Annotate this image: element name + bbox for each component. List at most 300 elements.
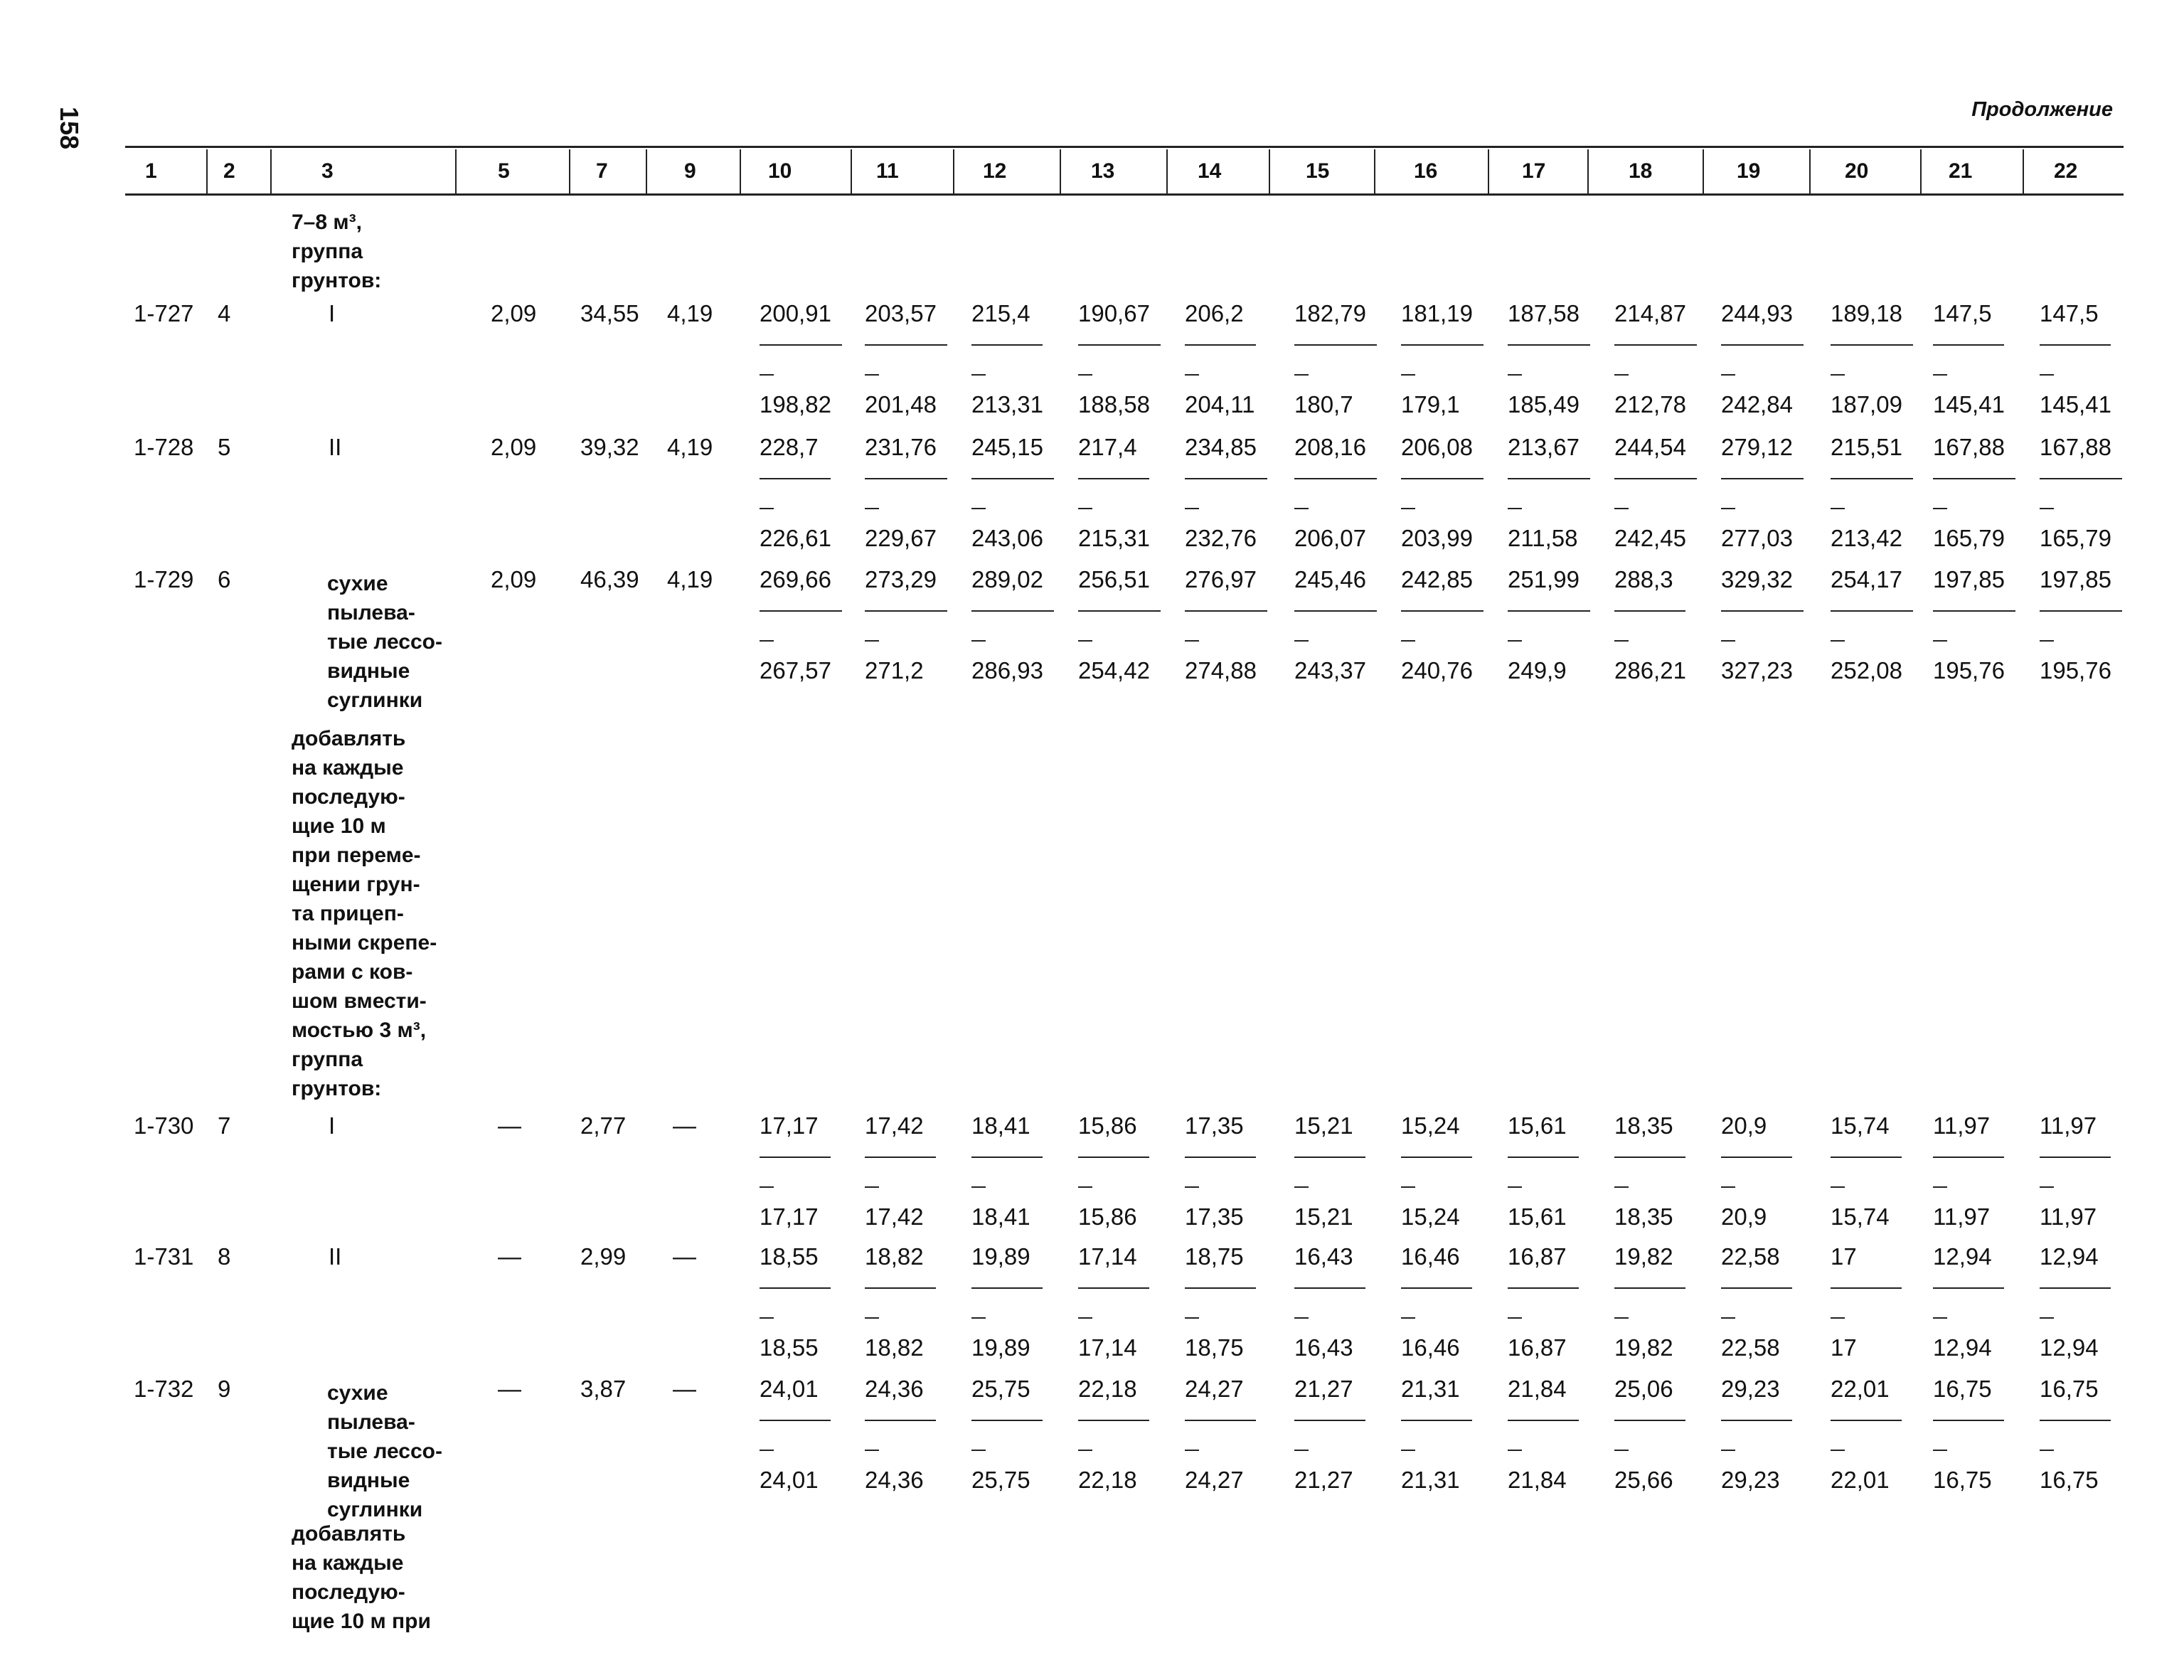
cell-value-top: 16,75 bbox=[2040, 1376, 2099, 1402]
fraction-bar bbox=[1078, 1420, 1149, 1421]
minus-sign bbox=[760, 1186, 774, 1188]
cell-col-9: 4,19 bbox=[667, 566, 713, 592]
minus-sign bbox=[1294, 374, 1309, 376]
cell-value-bottom: 187,09 bbox=[1831, 391, 1902, 418]
cell-value-bottom: 16,75 bbox=[1933, 1467, 1992, 1493]
continuation-label: Продолжение bbox=[1971, 98, 2113, 121]
fraction-bar bbox=[1831, 344, 1913, 346]
header-cell-22: 22 bbox=[2054, 159, 2078, 183]
fraction-bar bbox=[1831, 610, 1913, 612]
minus-sign bbox=[2040, 1186, 2054, 1188]
cell-value-top: 17 bbox=[1831, 1243, 1857, 1270]
cell-value-bottom: 21,27 bbox=[1294, 1467, 1353, 1493]
fraction-bar bbox=[865, 1287, 936, 1289]
section-note-label-tail: добавлять на каждые последую- щие 10 м при bbox=[292, 1522, 431, 1633]
fraction-bar bbox=[1721, 610, 1804, 612]
cell-value-bottom: 201,48 bbox=[865, 391, 937, 418]
header-separator bbox=[1374, 149, 1375, 193]
cell-value-bottom: 198,82 bbox=[760, 391, 831, 418]
cell-value-top: 206,08 bbox=[1401, 434, 1473, 460]
cell-value-top: 15,61 bbox=[1508, 1112, 1567, 1139]
row-number: 7 bbox=[218, 1112, 231, 1139]
fraction-bar bbox=[1721, 1287, 1792, 1289]
header-separator bbox=[1488, 149, 1489, 193]
fraction-bar bbox=[760, 478, 831, 479]
cell-col-5: 2,09 bbox=[491, 300, 537, 326]
fraction-bar bbox=[2040, 1287, 2111, 1289]
fraction-bar bbox=[760, 1420, 831, 1421]
minus-sign bbox=[1831, 1317, 1845, 1319]
cell-value-bottom: 243,37 bbox=[1294, 657, 1366, 684]
fraction-bar bbox=[1185, 1287, 1256, 1289]
cell-value-bottom: 15,21 bbox=[1294, 1203, 1353, 1230]
minus-sign bbox=[1401, 374, 1415, 376]
fraction-bar bbox=[760, 1157, 831, 1158]
minus-sign bbox=[1294, 1317, 1309, 1319]
fraction-bar bbox=[2040, 1157, 2111, 1158]
cell-value-top: 25,75 bbox=[971, 1376, 1030, 1402]
fraction-bar bbox=[1078, 478, 1149, 479]
fraction-bar bbox=[1721, 1420, 1792, 1421]
cell-value-bottom: 16,43 bbox=[1294, 1334, 1353, 1361]
minus-sign bbox=[1078, 640, 1092, 642]
minus-sign bbox=[1721, 1450, 1735, 1451]
cell-value-top: 15,24 bbox=[1401, 1112, 1460, 1139]
fraction-bar bbox=[865, 1157, 936, 1158]
row-code: 1-729 bbox=[134, 566, 194, 592]
minus-sign bbox=[1831, 1186, 1845, 1188]
fraction-bar bbox=[1508, 1420, 1579, 1421]
minus-sign bbox=[1508, 640, 1522, 642]
minus-sign bbox=[1831, 1450, 1845, 1451]
cell-value-bottom: 18,82 bbox=[865, 1334, 924, 1361]
minus-sign bbox=[1401, 1317, 1415, 1319]
cell-value-top: 215,51 bbox=[1831, 434, 1902, 460]
section-note-label: добавлять на каждые последую- щие 10 м при переме- щении грун- та прицеп- ными скрепе- рами с ков- шом вмести- мостью 3 м³, группа грунтов: bbox=[292, 727, 437, 1100]
minus-sign bbox=[1401, 640, 1415, 642]
fraction-bar bbox=[1401, 1287, 1472, 1289]
fraction-bar bbox=[1185, 478, 1267, 479]
cell-value-bottom: 204,11 bbox=[1185, 391, 1255, 418]
cell-value-top: 147,5 bbox=[1933, 300, 1992, 326]
fraction-bar bbox=[971, 344, 1043, 346]
cell-value-top: 24,01 bbox=[760, 1376, 819, 1402]
minus-sign bbox=[1294, 640, 1309, 642]
header-cell-10: 10 bbox=[768, 159, 792, 183]
minus-sign bbox=[1401, 1450, 1415, 1451]
minus-sign bbox=[2040, 1450, 2054, 1451]
fraction-bar bbox=[1831, 1420, 1902, 1421]
cell-value-bottom: 267,57 bbox=[760, 657, 831, 684]
cell-value-bottom: 165,79 bbox=[1933, 525, 2005, 551]
fraction-bar bbox=[1294, 1157, 1365, 1158]
cell-value-bottom: 12,94 bbox=[2040, 1334, 2099, 1361]
fraction-bar bbox=[1614, 1157, 1685, 1158]
cell-value-top: 19,89 bbox=[971, 1243, 1030, 1270]
header-separator bbox=[206, 149, 208, 193]
minus-sign bbox=[865, 508, 879, 509]
cell-value-bottom: 271,2 bbox=[865, 657, 924, 684]
minus-sign bbox=[760, 640, 774, 642]
cell-value-bottom: 185,49 bbox=[1508, 391, 1580, 418]
cell-value-bottom: 240,76 bbox=[1401, 657, 1473, 684]
minus-sign bbox=[865, 1450, 879, 1451]
fraction-bar bbox=[1294, 610, 1377, 612]
cell-value-bottom: 213,42 bbox=[1831, 525, 1902, 551]
cell-value-top: 234,85 bbox=[1185, 434, 1257, 460]
cell-value-bottom: 11,97 bbox=[1933, 1203, 1991, 1230]
cell-value-top: 17,14 bbox=[1078, 1243, 1137, 1270]
minus-sign bbox=[1078, 508, 1092, 509]
cell-value-top: 22,18 bbox=[1078, 1376, 1137, 1402]
fraction-bar bbox=[1508, 1157, 1579, 1158]
cell-value-bottom: 21,31 bbox=[1401, 1467, 1460, 1493]
header-cell-2: 2 bbox=[223, 159, 235, 183]
cell-value-bottom: 286,93 bbox=[971, 657, 1043, 684]
minus-sign bbox=[1614, 374, 1629, 376]
header-cell-21: 21 bbox=[1949, 159, 1973, 183]
minus-sign bbox=[1933, 1317, 1947, 1319]
minus-sign bbox=[1831, 374, 1845, 376]
minus-sign bbox=[1614, 508, 1629, 509]
cell-value-top: 231,76 bbox=[865, 434, 937, 460]
row-number: 6 bbox=[218, 566, 231, 592]
fraction-bar bbox=[865, 478, 947, 479]
cell-value-top: 21,31 bbox=[1401, 1376, 1460, 1402]
row-soil-group: I bbox=[329, 1112, 336, 1139]
cell-value-top: 217,4 bbox=[1078, 434, 1137, 460]
cell-value-top: 22,58 bbox=[1721, 1243, 1780, 1270]
fraction-bar bbox=[1614, 478, 1697, 479]
cell-value-top: 254,17 bbox=[1831, 566, 1902, 592]
minus-sign bbox=[1508, 508, 1522, 509]
cell-col-5: — bbox=[498, 1376, 521, 1402]
cell-value-bottom: 203,99 bbox=[1401, 525, 1473, 551]
fraction-bar bbox=[1401, 1420, 1472, 1421]
cell-value-bottom: 195,76 bbox=[1933, 657, 2005, 684]
minus-sign bbox=[971, 374, 986, 376]
cell-value-top: 200,91 bbox=[760, 300, 831, 326]
minus-sign bbox=[1831, 508, 1845, 509]
fraction-bar bbox=[1721, 344, 1804, 346]
cell-col-9: — bbox=[673, 1376, 696, 1402]
fraction-bar bbox=[1508, 610, 1590, 612]
fraction-bar bbox=[971, 1157, 1043, 1158]
fraction-bar bbox=[1078, 1287, 1149, 1289]
cell-value-top: 245,46 bbox=[1294, 566, 1366, 592]
minus-sign bbox=[1078, 374, 1092, 376]
fraction-bar bbox=[1185, 344, 1256, 346]
cell-value-top: 213,67 bbox=[1508, 434, 1580, 460]
header-separator bbox=[270, 149, 272, 193]
fraction-bar bbox=[865, 610, 947, 612]
header-bottom-rule bbox=[125, 193, 2124, 196]
cell-value-bottom: 249,9 bbox=[1508, 657, 1567, 684]
header-separator bbox=[1587, 149, 1589, 193]
cell-col-7: 39,32 bbox=[580, 434, 639, 460]
header-cell-15: 15 bbox=[1306, 159, 1330, 183]
minus-sign bbox=[1508, 374, 1522, 376]
cell-value-bottom: 21,84 bbox=[1508, 1467, 1567, 1493]
cell-value-top: 244,93 bbox=[1721, 300, 1793, 326]
minus-sign bbox=[1614, 1186, 1629, 1188]
row-code: 1-727 bbox=[134, 300, 194, 326]
fraction-bar bbox=[1185, 610, 1267, 612]
cell-value-bottom: 17 bbox=[1831, 1334, 1857, 1361]
cell-value-bottom: 17,17 bbox=[760, 1203, 819, 1230]
cell-value-top: 16,43 bbox=[1294, 1243, 1353, 1270]
cell-value-bottom: 25,75 bbox=[971, 1467, 1030, 1493]
header-cell-5: 5 bbox=[498, 159, 510, 183]
cell-value-bottom: 17,42 bbox=[865, 1203, 924, 1230]
cell-value-top: 214,87 bbox=[1614, 300, 1686, 326]
cell-value-bottom: 22,18 bbox=[1078, 1467, 1137, 1493]
cell-value-bottom: 29,23 bbox=[1721, 1467, 1780, 1493]
cell-value-bottom: 212,78 bbox=[1614, 391, 1686, 418]
cell-value-bottom: 18,55 bbox=[760, 1334, 819, 1361]
cell-value-top: 197,85 bbox=[1933, 566, 2005, 592]
cell-value-top: 22,01 bbox=[1831, 1376, 1890, 1402]
header-cell-13: 13 bbox=[1091, 159, 1115, 183]
fraction-bar bbox=[1185, 1420, 1256, 1421]
cell-value-bottom: 15,86 bbox=[1078, 1203, 1137, 1230]
row-number: 5 bbox=[218, 434, 231, 460]
cell-value-top: 11,97 bbox=[2040, 1112, 2097, 1139]
cell-col-7: 2,77 bbox=[580, 1112, 627, 1139]
cell-value-bottom: 25,66 bbox=[1614, 1467, 1673, 1493]
header-cell-11: 11 bbox=[876, 159, 899, 183]
cell-value-bottom: 24,27 bbox=[1185, 1467, 1244, 1493]
minus-sign bbox=[2040, 1317, 2054, 1319]
fraction-bar bbox=[1508, 478, 1590, 479]
fraction-bar bbox=[865, 1420, 936, 1421]
minus-sign bbox=[865, 640, 879, 642]
row-code: 1-731 bbox=[134, 1243, 194, 1270]
fraction-bar bbox=[1078, 1157, 1149, 1158]
minus-sign bbox=[1933, 1450, 1947, 1451]
fraction-bar bbox=[1185, 1157, 1256, 1158]
header-separator bbox=[740, 149, 741, 193]
cell-value-top: 24,27 bbox=[1185, 1376, 1244, 1402]
minus-sign bbox=[1185, 508, 1199, 509]
minus-sign bbox=[1614, 1317, 1629, 1319]
cell-value-top: 16,46 bbox=[1401, 1243, 1460, 1270]
cell-value-bottom: 232,76 bbox=[1185, 525, 1257, 551]
cell-value-top: 15,86 bbox=[1078, 1112, 1137, 1139]
cell-value-top: 18,55 bbox=[760, 1243, 819, 1270]
cell-value-bottom: 277,03 bbox=[1721, 525, 1793, 551]
cell-value-top: 244,54 bbox=[1614, 434, 1686, 460]
header-separator bbox=[1060, 149, 1061, 193]
fraction-bar bbox=[1831, 478, 1913, 479]
minus-sign bbox=[760, 1450, 774, 1451]
cell-value-top: 16,87 bbox=[1508, 1243, 1567, 1270]
row-soil-group: II bbox=[329, 434, 342, 460]
cell-value-bottom: 179,1 bbox=[1401, 391, 1460, 418]
fraction-bar bbox=[1614, 610, 1685, 612]
header-cell-20: 20 bbox=[1845, 159, 1869, 183]
cell-value-top: 242,85 bbox=[1401, 566, 1473, 592]
cell-value-top: 273,29 bbox=[865, 566, 937, 592]
row-code: 1-732 bbox=[134, 1376, 194, 1402]
header-cell-7: 7 bbox=[596, 159, 608, 183]
header-separator bbox=[1920, 149, 1922, 193]
cell-value-top: 187,58 bbox=[1508, 300, 1580, 326]
cell-value-bottom: 327,23 bbox=[1721, 657, 1793, 684]
fraction-bar bbox=[1508, 344, 1590, 346]
minus-sign bbox=[1508, 1450, 1522, 1451]
row-code: 1-730 bbox=[134, 1112, 194, 1139]
minus-sign bbox=[865, 1186, 879, 1188]
header-cell-17: 17 bbox=[1522, 159, 1546, 183]
minus-sign bbox=[1294, 508, 1309, 509]
row-number: 4 bbox=[218, 300, 231, 326]
minus-sign bbox=[1933, 1186, 1947, 1188]
fraction-bar bbox=[1294, 344, 1377, 346]
minus-sign bbox=[760, 1317, 774, 1319]
cell-value-bottom: 22,58 bbox=[1721, 1334, 1780, 1361]
minus-sign bbox=[1185, 1317, 1199, 1319]
cell-value-top: 279,12 bbox=[1721, 434, 1793, 460]
fraction-bar bbox=[1294, 478, 1377, 479]
cell-value-top: 197,85 bbox=[2040, 566, 2111, 592]
minus-sign bbox=[1185, 1186, 1199, 1188]
cell-value-bottom: 16,75 bbox=[2040, 1467, 2099, 1493]
header-cell-16: 16 bbox=[1414, 159, 1438, 183]
cell-col-5: — bbox=[498, 1112, 521, 1139]
fraction-bar bbox=[971, 478, 1054, 479]
minus-sign bbox=[1831, 640, 1845, 642]
cell-value-bottom: 16,46 bbox=[1401, 1334, 1460, 1361]
cell-value-top: 288,3 bbox=[1614, 566, 1673, 592]
page-number: 158 bbox=[55, 107, 84, 150]
fraction-bar bbox=[2040, 344, 2111, 346]
minus-sign bbox=[1721, 1186, 1735, 1188]
header-separator bbox=[851, 149, 852, 193]
header-separator bbox=[1809, 149, 1811, 193]
header-cell-3: 3 bbox=[321, 159, 334, 183]
cell-value-bottom: 254,42 bbox=[1078, 657, 1150, 684]
cell-value-top: 12,94 bbox=[1933, 1243, 1992, 1270]
header-cell-1: 1 bbox=[145, 159, 157, 183]
cell-value-bottom: 274,88 bbox=[1185, 657, 1257, 684]
cell-value-bottom: 206,07 bbox=[1294, 525, 1366, 551]
row-number: 8 bbox=[218, 1243, 231, 1270]
cell-value-bottom: 145,41 bbox=[2040, 391, 2111, 418]
cell-value-top: 19,82 bbox=[1614, 1243, 1673, 1270]
minus-sign bbox=[865, 374, 879, 376]
cell-value-bottom: 22,01 bbox=[1831, 1467, 1890, 1493]
minus-sign bbox=[1185, 374, 1199, 376]
cell-value-bottom: 213,31 bbox=[971, 391, 1043, 418]
fraction-bar bbox=[1294, 1420, 1365, 1421]
header-cell-12: 12 bbox=[983, 159, 1007, 183]
cell-col-5: 2,09 bbox=[491, 434, 537, 460]
cell-value-top: 189,18 bbox=[1831, 300, 1902, 326]
minus-sign bbox=[1401, 1186, 1415, 1188]
header-separator bbox=[1703, 149, 1704, 193]
cell-value-bottom: 229,67 bbox=[865, 525, 937, 551]
cell-value-top: 269,66 bbox=[760, 566, 831, 592]
cell-value-bottom: 11,97 bbox=[2040, 1203, 2097, 1230]
cell-value-bottom: 17,14 bbox=[1078, 1334, 1137, 1361]
cell-value-top: 245,15 bbox=[971, 434, 1043, 460]
cell-value-bottom: 145,41 bbox=[1933, 391, 2005, 418]
cell-col-7: 3,87 bbox=[580, 1376, 627, 1402]
cell-value-top: 24,36 bbox=[865, 1376, 924, 1402]
cell-value-bottom: 24,01 bbox=[760, 1467, 819, 1493]
minus-sign bbox=[1401, 508, 1415, 509]
cell-value-top: 206,2 bbox=[1185, 300, 1244, 326]
fraction-bar bbox=[971, 610, 1054, 612]
cell-value-bottom: 286,21 bbox=[1614, 657, 1686, 684]
fraction-bar bbox=[2040, 1420, 2111, 1421]
section-label: 7–8 м³, группа грунтов: bbox=[292, 211, 382, 292]
cell-col-7: 46,39 bbox=[580, 566, 639, 592]
cell-col-9: 4,19 bbox=[667, 300, 713, 326]
cell-col-7: 34,55 bbox=[580, 300, 639, 326]
fraction-bar bbox=[1401, 610, 1483, 612]
cell-value-bottom: 188,58 bbox=[1078, 391, 1150, 418]
cell-value-top: 17,17 bbox=[760, 1112, 819, 1139]
fraction-bar bbox=[1614, 1420, 1685, 1421]
fraction-bar bbox=[971, 1287, 1043, 1289]
header-separator bbox=[455, 149, 457, 193]
header-top-rule bbox=[125, 146, 2124, 148]
cell-value-bottom: 15,61 bbox=[1508, 1203, 1567, 1230]
cell-value-top: 18,35 bbox=[1614, 1112, 1673, 1139]
cell-value-top: 25,06 bbox=[1614, 1376, 1673, 1402]
minus-sign bbox=[2040, 508, 2054, 509]
minus-sign bbox=[971, 1450, 986, 1451]
fraction-bar bbox=[1831, 1287, 1902, 1289]
fraction-bar bbox=[2040, 478, 2122, 479]
header-cell-19: 19 bbox=[1737, 159, 1761, 183]
cell-value-bottom: 195,76 bbox=[2040, 657, 2111, 684]
header-separator bbox=[1269, 149, 1270, 193]
fraction-bar bbox=[971, 1420, 1043, 1421]
minus-sign bbox=[760, 508, 774, 509]
row-code: 1-728 bbox=[134, 434, 194, 460]
cell-value-top: 276,97 bbox=[1185, 566, 1257, 592]
fraction-bar bbox=[1078, 610, 1161, 612]
cell-value-bottom: 19,82 bbox=[1614, 1334, 1673, 1361]
cell-value-top: 21,27 bbox=[1294, 1376, 1353, 1402]
minus-sign bbox=[865, 1317, 879, 1319]
cell-value-top: 18,41 bbox=[971, 1112, 1030, 1139]
minus-sign bbox=[1721, 1317, 1735, 1319]
cell-col-7: 2,99 bbox=[580, 1243, 627, 1270]
minus-sign bbox=[971, 1186, 986, 1188]
cell-value-bottom: 20,9 bbox=[1721, 1203, 1767, 1230]
cell-value-top: 17,35 bbox=[1185, 1112, 1244, 1139]
cell-value-bottom: 18,75 bbox=[1185, 1334, 1244, 1361]
minus-sign bbox=[1933, 508, 1947, 509]
minus-sign bbox=[971, 1317, 986, 1319]
cell-value-top: 289,02 bbox=[971, 566, 1043, 592]
cell-value-bottom: 16,87 bbox=[1508, 1334, 1567, 1361]
cell-value-bottom: 17,35 bbox=[1185, 1203, 1244, 1230]
cell-value-bottom: 242,45 bbox=[1614, 525, 1686, 551]
minus-sign bbox=[1614, 1450, 1629, 1451]
minus-sign bbox=[1294, 1186, 1309, 1188]
cell-value-bottom: 24,36 bbox=[865, 1467, 924, 1493]
cell-value-top: 17,42 bbox=[865, 1112, 924, 1139]
minus-sign bbox=[1933, 374, 1947, 376]
cell-value-top: 182,79 bbox=[1294, 300, 1366, 326]
cell-value-bottom: 242,84 bbox=[1721, 391, 1793, 418]
cell-value-top: 21,84 bbox=[1508, 1376, 1567, 1402]
